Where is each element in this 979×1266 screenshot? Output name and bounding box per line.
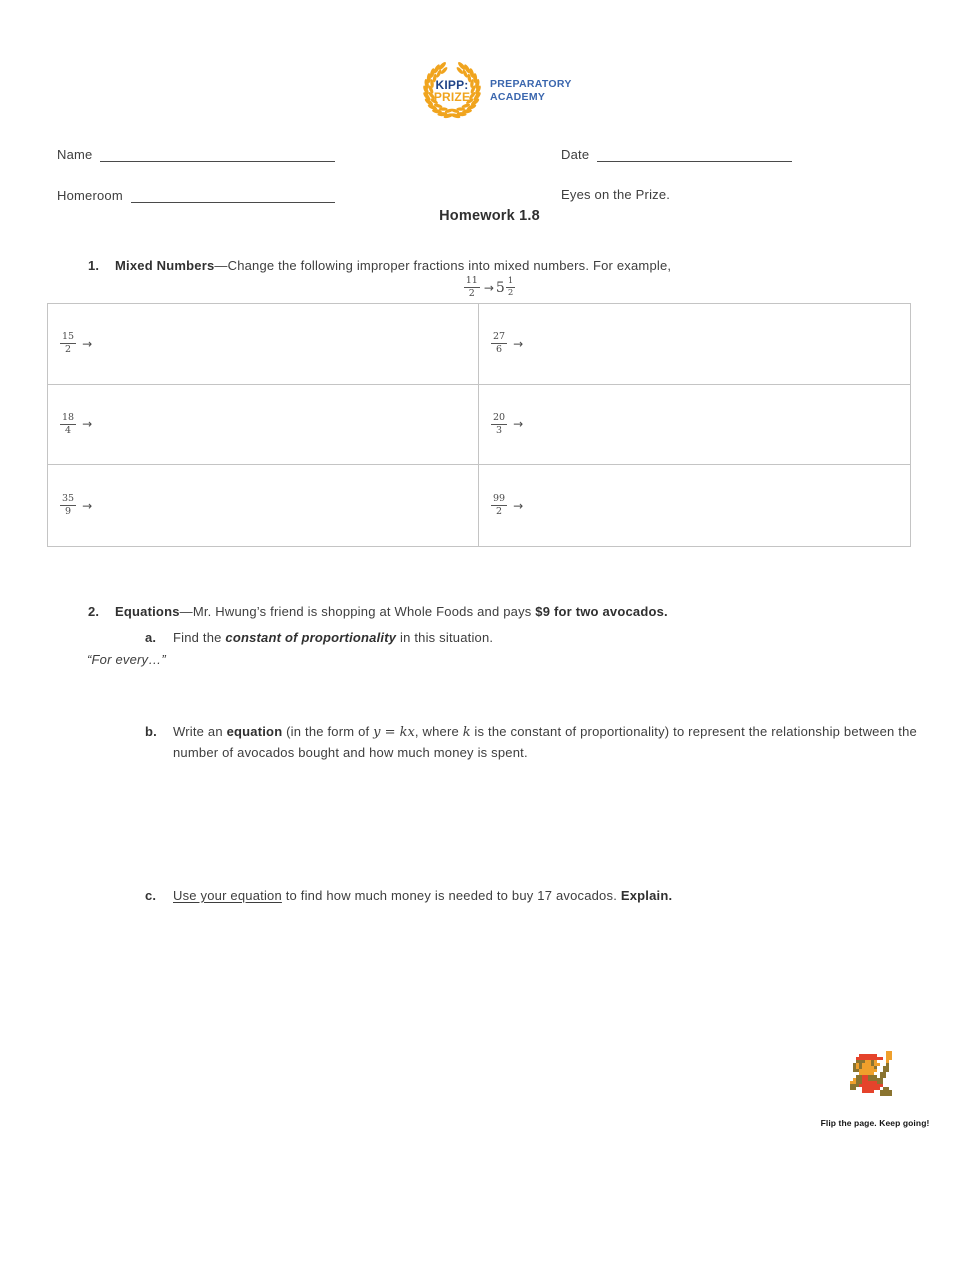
fraction-numerator: 20	[493, 411, 506, 423]
logo-kipp-text: KIPP:	[435, 78, 469, 92]
fraction-numerator: 27	[493, 331, 506, 343]
flip-page-note: Flip the page. Keep going!	[820, 1118, 930, 1128]
q1-prompt: —Change the following improper fractions into mixed numbers. For example,	[214, 258, 672, 273]
q2b-post: is the constant of proportionality) to represent the relationship between the number of avocados bought and how much money is spent.	[173, 724, 917, 760]
logo-preparatory-text: PREPARATORY	[490, 78, 572, 90]
answer-cell[interactable]	[48, 385, 479, 466]
fraction-denominator: 6	[496, 344, 503, 356]
question-2b	[145, 722, 918, 763]
homework-title: Homework 1.8	[439, 208, 540, 224]
school-logo	[420, 60, 572, 122]
fraction-denominator: 2	[468, 288, 475, 299]
answer-cell[interactable]	[48, 304, 479, 385]
answer-cell[interactable]	[479, 304, 910, 385]
q2-number: 2.	[88, 604, 100, 619]
for-every-hint: “For every…”	[87, 652, 166, 667]
date-field-blank[interactable]	[597, 146, 792, 162]
answer-cell[interactable]	[479, 385, 910, 466]
date-row	[561, 146, 792, 162]
fraction-denominator: 9	[65, 506, 72, 518]
arrow-icon: →	[483, 280, 494, 295]
question-2a	[145, 628, 918, 648]
homeroom-field-blank[interactable]	[131, 187, 335, 203]
fraction-numerator: 11	[465, 275, 478, 286]
q2a-pre: Find the	[173, 630, 226, 645]
q2-heading: Equations	[115, 604, 180, 619]
arrow-icon: →	[513, 336, 524, 351]
q2c-underlined: Use your equation	[173, 888, 282, 903]
name-field-blank[interactable]	[100, 146, 335, 162]
improper-fraction	[491, 332, 507, 355]
question-2c	[145, 886, 918, 906]
date-label: Date	[561, 147, 590, 162]
fraction-denominator: 4	[65, 424, 72, 436]
fraction-numerator: 18	[62, 411, 75, 423]
fraction-numerator: 35	[62, 493, 75, 505]
arrow-icon: →	[513, 417, 524, 432]
example-whole-number: 5	[495, 279, 505, 296]
example-expression	[0, 276, 979, 299]
improper-fraction	[60, 413, 76, 436]
answer-cell[interactable]	[48, 465, 479, 546]
arrow-icon: →	[513, 498, 524, 513]
q2c-mid: to find how much money is needed to buy 17 avocados.	[281, 888, 621, 903]
question-2	[88, 604, 948, 619]
example-mixed-fraction	[506, 277, 515, 298]
q2c-text	[173, 886, 918, 906]
q1-number: 1.	[88, 258, 100, 273]
fraction-numerator: 1	[507, 276, 514, 286]
jumping-mario-pixel-art	[850, 1051, 898, 1096]
q2c-bold: Explain.	[620, 888, 673, 903]
q2b-equation: y = kx	[373, 725, 415, 740]
q2b-label: b.	[145, 724, 157, 739]
homeroom-row	[57, 187, 335, 203]
q2-text	[115, 604, 668, 619]
improper-fraction	[60, 332, 76, 355]
fractions-table	[47, 303, 911, 547]
fraction-denominator: 3	[496, 424, 503, 436]
logo-academy-block	[490, 78, 572, 104]
q2b-key-term: equation	[226, 724, 283, 739]
laurel-wreath-icon	[420, 60, 484, 122]
arrow-icon: →	[82, 498, 93, 513]
q2b-k-variable: k	[462, 725, 471, 740]
improper-fraction	[491, 413, 507, 436]
improper-fraction	[60, 494, 76, 517]
fraction-denominator: 2	[496, 506, 503, 518]
q2b-mid: (in the form of	[282, 724, 374, 739]
q2a-label: a.	[145, 630, 157, 645]
name-label: Name	[57, 147, 93, 162]
motto-text: Eyes on the Prize.	[561, 187, 671, 202]
improper-fraction	[491, 494, 507, 517]
q2b-mid2: , where	[414, 724, 463, 739]
example-improper-fraction	[464, 276, 480, 299]
question-1	[88, 258, 948, 273]
q2b-pre: Write an	[173, 724, 227, 739]
fraction-denominator: 2	[507, 288, 514, 298]
q2c-label: c.	[145, 888, 157, 903]
q2a-key-term: constant of proportionality	[225, 630, 397, 645]
fraction-denominator: 2	[65, 344, 72, 356]
q1-heading: Mixed Numbers	[115, 258, 215, 273]
arrow-icon: →	[82, 417, 93, 432]
q1-text	[115, 258, 671, 273]
logo-academy-text: ACADEMY	[490, 91, 546, 103]
fraction-numerator: 15	[62, 331, 75, 343]
q2a-post: in this situation.	[396, 630, 494, 645]
logo-wordmark	[420, 60, 484, 122]
name-row	[57, 146, 335, 162]
homeroom-label: Homeroom	[57, 188, 123, 203]
q2-prompt: —Mr. Hwung’s friend is shopping at Whole Foods and pays	[179, 604, 536, 619]
q2b-text	[173, 722, 918, 763]
fraction-numerator: 99	[493, 493, 506, 505]
arrow-icon: →	[82, 336, 93, 351]
q2-prompt-bold: $9 for two avocados.	[535, 604, 668, 619]
logo-prize-text: PRIZE	[433, 90, 471, 104]
q2a-text	[173, 628, 918, 648]
answer-cell[interactable]	[479, 465, 910, 546]
